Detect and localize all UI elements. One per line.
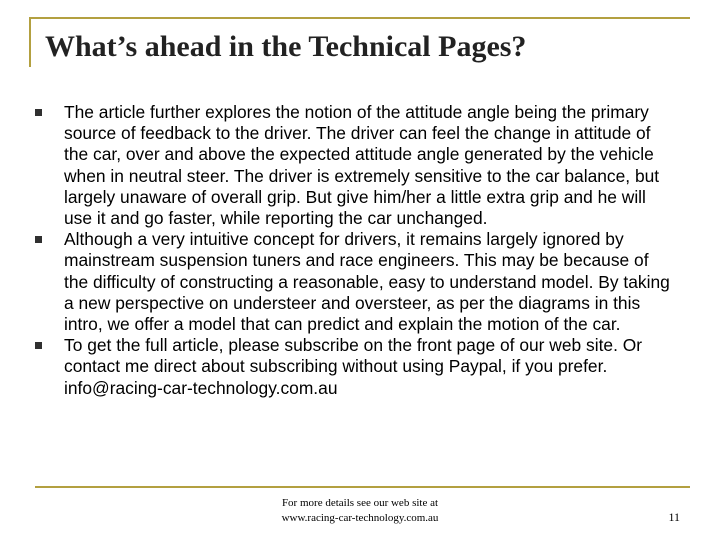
square-bullet-icon	[35, 236, 42, 243]
title-frame-left-rule	[29, 17, 31, 67]
square-bullet-icon	[35, 342, 42, 349]
footer-note	[235, 496, 485, 526]
slide-title: What’s ahead in the Technical Pages?	[45, 30, 527, 63]
footer-rule	[35, 486, 690, 488]
bullet-item	[35, 335, 675, 399]
square-bullet-icon	[35, 109, 42, 116]
title-frame-top-rule	[29, 17, 690, 19]
bullet-list	[35, 102, 675, 399]
footer-website: www.racing-car-technology.com.au	[281, 512, 439, 524]
bullet-text: To get the full article, please subscribe on the front page of our web site. Or contact me direct about subscribing without using Paypal, if you prefer. info@racing-car-technology.com.au	[64, 335, 643, 398]
bullet-item	[35, 102, 675, 229]
bullet-text: The article further explores the notion of the attitude angle being the primary source of feedback to the driver. The driver can feel the change in attitude of the car, over and above the expected attitude angle generated by the vehicle when in neutral steer. The driver is extremely sensitive to the car balance, but largely unaware of overall grip. But give him/her a little extra grip and he will use it and go faster, while reporting the car unchanged.	[64, 102, 660, 229]
bullet-item	[35, 229, 675, 335]
footer-note-line: For more details see our web site at	[281, 497, 439, 509]
bullet-text: Although a very intuitive concept for drivers, it remains largely ignored by mainstream suspension tuners and race engineers. This may be because of the difficulty of constructing a reasonable, easy to understand model. By taking a new perspective on understeer and oversteer, as per the diagrams in this intro, we offer a model that can predict and explain the motion of the car.	[64, 229, 670, 335]
page-number: 11	[668, 510, 680, 524]
